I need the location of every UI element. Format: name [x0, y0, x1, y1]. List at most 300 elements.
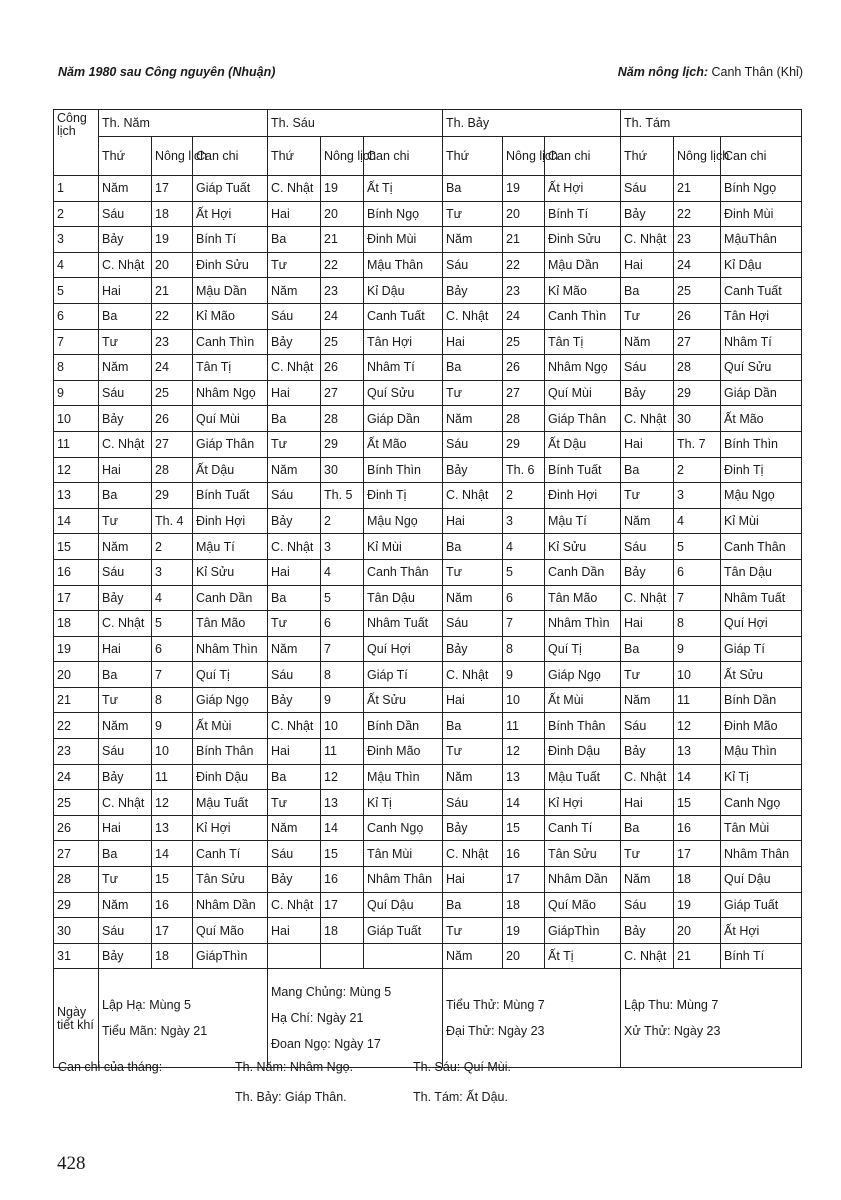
gregorian-day-cell: 28 — [54, 867, 99, 893]
lunar-date-cell: 15 — [152, 867, 193, 893]
weekday-cell: C. Nhật — [443, 303, 503, 329]
weekday-cell: Sáu — [99, 201, 152, 227]
canchi-cell: Bính Ngọ — [364, 201, 443, 227]
lunar-date-cell: 24 — [152, 355, 193, 381]
weekday-cell: Ba — [99, 303, 152, 329]
gregorian-day-cell: 24 — [54, 764, 99, 790]
table-row — [54, 918, 802, 944]
lunar-date-cell: 14 — [674, 764, 721, 790]
table-row — [54, 687, 802, 713]
canchi-cell: Ất Dậu — [545, 431, 621, 457]
table-row — [54, 201, 802, 227]
table-row — [54, 252, 802, 278]
weekday-cell: Tư — [99, 329, 152, 355]
lunar-date-cell: 18 — [321, 918, 364, 944]
table-row — [54, 585, 802, 611]
lunar-date-cell: 19 — [152, 227, 193, 253]
lunar-date-cell: 25 — [152, 380, 193, 406]
weekday-cell: Hai — [99, 278, 152, 304]
table-row — [54, 431, 802, 457]
gregorian-day-cell: 15 — [54, 534, 99, 560]
weekday-header: Thứ — [443, 137, 503, 176]
weekday-cell: Hai — [268, 918, 321, 944]
lunar-date-cell: 22 — [674, 201, 721, 227]
gregorian-day-cell: 1 — [54, 176, 99, 202]
lunar-date-cell: 4 — [152, 585, 193, 611]
lunar-date-cell: 15 — [503, 815, 545, 841]
canchi-cell: Ất Dậu — [193, 457, 268, 483]
canchi-cell: Canh Thân — [721, 534, 802, 560]
canchi-cell: MậuThân — [721, 227, 802, 253]
canchi-cell: Đinh Hợi — [193, 508, 268, 534]
canchi-cell: Canh Tí — [193, 841, 268, 867]
lunar-date-cell: 25 — [321, 329, 364, 355]
weekday-cell: Sáu — [443, 431, 503, 457]
lunar-date-cell: 17 — [152, 176, 193, 202]
weekday-cell: Tư — [268, 431, 321, 457]
lunar-date-cell: Th. 4 — [152, 508, 193, 534]
canchi-cell: Đinh Dậu — [545, 739, 621, 765]
weekday-cell: Ba — [268, 406, 321, 432]
lunar-date-cell — [321, 943, 364, 969]
lunar-date-cell: 10 — [152, 739, 193, 765]
lunar-date-cell: 21 — [152, 278, 193, 304]
gregorian-day-cell: 26 — [54, 815, 99, 841]
canchi-cell: Canh Tuất — [364, 303, 443, 329]
table-row — [54, 943, 802, 969]
canchi-cell: Canh Thìn — [193, 329, 268, 355]
lunar-date-cell: 24 — [321, 303, 364, 329]
month-canchi-item: Th. Năm: Nhâm Ngọ. — [235, 1060, 354, 1074]
weekday-cell: Ba — [443, 892, 503, 918]
lunar-date-cell: 11 — [503, 713, 545, 739]
canchi-cell: Canh Ngọ — [721, 790, 802, 816]
weekday-cell: Tư — [268, 252, 321, 278]
canchi-cell: Canh Thân — [364, 559, 443, 585]
weekday-cell: Hai — [443, 867, 503, 893]
weekday-cell: Năm — [443, 406, 503, 432]
weekday-cell: Ba — [621, 815, 674, 841]
canchi-cell: Ất Mùi — [545, 687, 621, 713]
lunar-date-cell: 28 — [674, 355, 721, 381]
canchi-cell: Bính Thìn — [364, 457, 443, 483]
canchi-cell: Mậu Thìn — [364, 764, 443, 790]
lunar-date-cell: 8 — [503, 636, 545, 662]
canchi-cell: Tân Mùi — [721, 815, 802, 841]
canchi-cell: Nhâm Thân — [721, 841, 802, 867]
canchi-cell: Kỉ Mùi — [721, 508, 802, 534]
lunar-date-cell: 5 — [152, 611, 193, 637]
canchi-cell: Ất Tị — [364, 176, 443, 202]
lunar-date-cell: 19 — [503, 918, 545, 944]
lunar-date-cell: 22 — [321, 252, 364, 278]
lunar-date-header: Nông lịch — [152, 137, 193, 176]
solar-terms-month6 — [268, 969, 443, 1068]
canchi-cell: Mậu Thìn — [721, 739, 802, 765]
lunar-date-cell: 2 — [674, 457, 721, 483]
weekday-cell: Hai — [621, 790, 674, 816]
weekday-cell: Năm — [443, 943, 503, 969]
canchi-cell: Kỉ Hợi — [545, 790, 621, 816]
table-row — [54, 764, 802, 790]
weekday-cell: Bảy — [443, 636, 503, 662]
canchi-cell: Kỉ Hợi — [193, 815, 268, 841]
weekday-cell: Sáu — [268, 662, 321, 688]
lunar-date-cell: 20 — [321, 201, 364, 227]
canchi-cell: Quí Tị — [545, 636, 621, 662]
solar-terms-label: Ngày tiết khí — [54, 969, 99, 1068]
solar-term: Tiểu Thử: Mùng 7 — [446, 998, 545, 1013]
lunar-date-cell: 13 — [674, 739, 721, 765]
canchi-cell: Kỉ Mão — [545, 278, 621, 304]
month-header: Th. Bảy — [443, 110, 621, 137]
lunar-date-cell: 22 — [152, 303, 193, 329]
weekday-cell: C. Nhật — [268, 355, 321, 381]
canchi-cell: Đinh Sửu — [193, 252, 268, 278]
weekday-cell: C. Nhật — [443, 483, 503, 509]
table-row — [54, 303, 802, 329]
lunar-date-cell: 17 — [152, 918, 193, 944]
table-row — [54, 636, 802, 662]
weekday-cell: Ba — [621, 636, 674, 662]
weekday-cell: C. Nhật — [268, 176, 321, 202]
lunar-date-cell: 16 — [674, 815, 721, 841]
canchi-cell: Giáp Tí — [364, 662, 443, 688]
canchi-header: Can chi — [364, 137, 443, 176]
weekday-cell: Tư — [99, 687, 152, 713]
canchi-cell: Bính Ngọ — [721, 176, 802, 202]
weekday-cell: Tư — [621, 483, 674, 509]
canchi-cell: Kỉ Tị — [364, 790, 443, 816]
weekday-cell: C. Nhật — [621, 406, 674, 432]
canchi-cell: Tân Hợi — [721, 303, 802, 329]
gregorian-day-cell: 2 — [54, 201, 99, 227]
canchi-cell: Đinh Tị — [721, 457, 802, 483]
gregorian-day-cell: 27 — [54, 841, 99, 867]
lunar-date-cell: 6 — [503, 585, 545, 611]
lunar-date-cell: 13 — [321, 790, 364, 816]
canchi-cell: Đinh Mão — [364, 739, 443, 765]
weekday-cell: Năm — [99, 355, 152, 381]
canchi-cell: Tân Tị — [193, 355, 268, 381]
solar-term: Lập Thu: Mùng 7 — [624, 998, 719, 1013]
weekday-cell: Bảy — [268, 508, 321, 534]
gregorian-day-cell: 22 — [54, 713, 99, 739]
weekday-cell: C. Nhật — [268, 713, 321, 739]
weekday-cell — [268, 943, 321, 969]
weekday-cell: Ba — [268, 227, 321, 253]
lunar-date-cell: Th. 7 — [674, 431, 721, 457]
weekday-cell: Tư — [99, 867, 152, 893]
lunar-date-cell: 5 — [503, 559, 545, 585]
canchi-cell: Ất Sửu — [721, 662, 802, 688]
month-canchi-item: Th. Bảy: Giáp Thân. — [235, 1090, 347, 1104]
lunar-date-cell: 29 — [503, 431, 545, 457]
lunar-date-cell: 29 — [152, 483, 193, 509]
weekday-cell: Ba — [443, 534, 503, 560]
month-header: Th. Năm — [99, 110, 268, 137]
weekday-cell: Ba — [621, 278, 674, 304]
lunar-date-cell: 28 — [152, 457, 193, 483]
canchi-cell: Nhâm Thìn — [545, 611, 621, 637]
canchi-cell: Đinh Dậu — [193, 764, 268, 790]
canchi-cell: Giáp Dần — [364, 406, 443, 432]
lunar-date-cell: 4 — [674, 508, 721, 534]
canchi-cell: Đinh Mùi — [364, 227, 443, 253]
lunar-date-cell: 23 — [503, 278, 545, 304]
month-canchi-section — [58, 1060, 798, 1120]
gregorian-day-cell: 25 — [54, 790, 99, 816]
canchi-header: Can chi — [721, 137, 802, 176]
lunar-date-cell: 30 — [321, 457, 364, 483]
weekday-cell: Ba — [443, 176, 503, 202]
weekday-cell: Tư — [443, 739, 503, 765]
weekday-cell: Hai — [621, 431, 674, 457]
weekday-cell: Ba — [268, 585, 321, 611]
canchi-cell: Tân Mão — [193, 611, 268, 637]
table-row — [54, 483, 802, 509]
lunar-date-cell: 29 — [674, 380, 721, 406]
lunar-date-cell: 16 — [503, 841, 545, 867]
weekday-cell: Sáu — [443, 611, 503, 637]
canchi-cell: Đinh Hợi — [545, 483, 621, 509]
lunar-year-value: Canh Thân (Khỉ) — [711, 65, 803, 79]
gregorian-day-cell: 7 — [54, 329, 99, 355]
weekday-header: Thứ — [99, 137, 152, 176]
canchi-cell: Mậu Tuất — [545, 764, 621, 790]
solar-terms-month5 — [99, 969, 268, 1068]
lunar-date-cell: 16 — [321, 867, 364, 893]
weekday-cell: Bảy — [621, 380, 674, 406]
lunar-date-cell: 21 — [321, 227, 364, 253]
weekday-cell: Tư — [621, 303, 674, 329]
weekday-cell: Tư — [443, 380, 503, 406]
weekday-cell: Năm — [621, 508, 674, 534]
canchi-cell: Bính Dần — [364, 713, 443, 739]
weekday-cell: Bảy — [443, 278, 503, 304]
weekday-cell: C. Nhật — [268, 534, 321, 560]
weekday-cell: Tư — [268, 790, 321, 816]
table-row — [54, 611, 802, 637]
weekday-cell: Bảy — [99, 406, 152, 432]
page-number: 428 — [57, 1153, 86, 1174]
lunar-date-cell: Th. 6 — [503, 457, 545, 483]
canchi-cell: Kỉ Dậu — [364, 278, 443, 304]
canchi-cell: Giáp Thân — [545, 406, 621, 432]
weekday-cell: Năm — [99, 176, 152, 202]
lunar-date-cell: 14 — [152, 841, 193, 867]
lunar-date-cell: 14 — [321, 815, 364, 841]
lunar-date-cell: 20 — [674, 918, 721, 944]
gregorian-year-title: Năm 1980 sau Công nguyên (Nhuận) — [58, 65, 276, 79]
canchi-cell: Ất Hợi — [193, 201, 268, 227]
canchi-cell: Giáp Tuất — [721, 892, 802, 918]
lunar-date-cell: 30 — [674, 406, 721, 432]
weekday-cell: Bảy — [268, 867, 321, 893]
canchi-cell: Quí Mão — [193, 918, 268, 944]
sub-header-row — [54, 137, 802, 176]
canchi-cell: Ất Mùi — [193, 713, 268, 739]
month-canchi-row — [58, 1060, 798, 1090]
lunar-date-cell: 23 — [152, 329, 193, 355]
weekday-cell: Bảy — [99, 943, 152, 969]
weekday-cell: Sáu — [99, 380, 152, 406]
weekday-cell: Hai — [99, 815, 152, 841]
canchi-cell: Tân Dậu — [364, 585, 443, 611]
weekday-cell: C. Nhật — [621, 764, 674, 790]
lunar-date-cell: 28 — [503, 406, 545, 432]
lunar-date-cell: 24 — [503, 303, 545, 329]
weekday-cell: Năm — [268, 636, 321, 662]
weekday-cell: Năm — [621, 687, 674, 713]
gregorian-day-cell: 23 — [54, 739, 99, 765]
weekday-cell: Hai — [268, 201, 321, 227]
weekday-cell: Ba — [99, 662, 152, 688]
canchi-cell: Đinh Tị — [364, 483, 443, 509]
table-row — [54, 457, 802, 483]
weekday-cell: Hai — [443, 687, 503, 713]
month-canchi-row — [58, 1090, 798, 1120]
canchi-cell: Ất Hợi — [721, 918, 802, 944]
lunar-date-cell: 15 — [674, 790, 721, 816]
weekday-cell: Bảy — [268, 687, 321, 713]
gregorian-day-cell: 16 — [54, 559, 99, 585]
canchi-cell: Bính Dần — [721, 687, 802, 713]
lunar-date-cell: 15 — [321, 841, 364, 867]
lunar-date-cell: 18 — [503, 892, 545, 918]
canchi-cell: Quí Mùi — [193, 406, 268, 432]
canchi-cell: Quí Dậu — [364, 892, 443, 918]
lunar-date-cell: 23 — [674, 227, 721, 253]
lunar-date-header: Nông lịch — [503, 137, 545, 176]
gregorian-day-cell: 12 — [54, 457, 99, 483]
lunar-date-cell: 12 — [674, 713, 721, 739]
gregorian-day-cell: 3 — [54, 227, 99, 253]
solar-term: Mang Chủng: Mùng 5 — [271, 985, 392, 1000]
canchi-cell: Canh Ngọ — [364, 815, 443, 841]
month-header: Th. Sáu — [268, 110, 443, 137]
canchi-cell: Mậu Thân — [364, 252, 443, 278]
month-canchi-item: Th. Sáu: Quí Mùi. — [413, 1060, 511, 1074]
gregorian-day-cell: 17 — [54, 585, 99, 611]
canchi-cell: Giáp Tí — [721, 636, 802, 662]
weekday-header: Thứ — [268, 137, 321, 176]
lunar-date-cell: 21 — [503, 227, 545, 253]
weekday-cell: Năm — [99, 713, 152, 739]
lunar-date-cell: 3 — [321, 534, 364, 560]
solar-term: Lập Hạ: Mùng 5 — [102, 998, 191, 1013]
weekday-cell: Tư — [621, 662, 674, 688]
canchi-cell: Tân Dậu — [721, 559, 802, 585]
month-header-row — [54, 110, 802, 137]
gregorian-day-cell: 13 — [54, 483, 99, 509]
lunar-date-cell: 12 — [503, 739, 545, 765]
lunar-date-cell: 19 — [321, 176, 364, 202]
canchi-cell: Quí Tị — [193, 662, 268, 688]
weekday-cell: Hai — [621, 252, 674, 278]
gregorian-day-cell: 19 — [54, 636, 99, 662]
lunar-date-cell: 25 — [674, 278, 721, 304]
canchi-cell: Ất Tị — [545, 943, 621, 969]
canchi-cell: Nhâm Thìn — [193, 636, 268, 662]
canchi-cell: Mậu Ngọ — [721, 483, 802, 509]
weekday-cell: Sáu — [621, 713, 674, 739]
lunar-date-cell: 8 — [152, 687, 193, 713]
solar-terms-row — [54, 969, 802, 1068]
weekday-cell: Ba — [443, 355, 503, 381]
canchi-cell: Mậu Ngọ — [364, 508, 443, 534]
solar-term: Đại Thử: Ngày 23 — [446, 1024, 545, 1039]
solar-term: Hạ Chí: Ngày 21 — [271, 1011, 364, 1026]
canchi-cell — [364, 943, 443, 969]
canchi-cell: Ất Mão — [721, 406, 802, 432]
canchi-cell: Canh Tí — [545, 815, 621, 841]
gregorian-day-cell: 18 — [54, 611, 99, 637]
calendar-body — [54, 176, 802, 969]
weekday-cell: C. Nhật — [621, 585, 674, 611]
lunar-date-cell: 7 — [321, 636, 364, 662]
canchi-cell: Quí Mùi — [545, 380, 621, 406]
weekday-cell: Sáu — [268, 841, 321, 867]
canchi-cell: Kỉ Tị — [721, 764, 802, 790]
canchi-cell: Nhâm Dần — [545, 867, 621, 893]
lunar-date-cell: 20 — [503, 201, 545, 227]
canchi-cell: Giáp Thân — [193, 431, 268, 457]
lunar-date-cell: 27 — [503, 380, 545, 406]
lunar-date-cell: 6 — [321, 611, 364, 637]
gregorian-day-cell: 31 — [54, 943, 99, 969]
weekday-cell: Hai — [443, 329, 503, 355]
lunar-year-label: Năm nông lịch: — [617, 65, 709, 79]
lunar-date-cell: 25 — [503, 329, 545, 355]
gregorian-day-cell: 11 — [54, 431, 99, 457]
lunar-date-cell: 6 — [674, 559, 721, 585]
lunar-date-header: Nông lịch — [321, 137, 364, 176]
lunar-date-cell: 4 — [503, 534, 545, 560]
table-row — [54, 892, 802, 918]
lunar-date-cell: 24 — [674, 252, 721, 278]
weekday-cell: Sáu — [99, 559, 152, 585]
canchi-header: Can chi — [193, 137, 268, 176]
weekday-cell: Bảy — [99, 764, 152, 790]
weekday-cell: Ba — [99, 483, 152, 509]
canchi-cell: Bính Thìn — [721, 431, 802, 457]
weekday-cell: Sáu — [621, 176, 674, 202]
weekday-cell: Bảy — [621, 201, 674, 227]
gregorian-day-cell: 8 — [54, 355, 99, 381]
canchi-cell: Canh Dần — [545, 559, 621, 585]
weekday-cell: Sáu — [443, 790, 503, 816]
table-row — [54, 278, 802, 304]
lunar-date-cell: 10 — [503, 687, 545, 713]
canchi-cell: GiápThìn — [545, 918, 621, 944]
lunar-date-cell: 26 — [321, 355, 364, 381]
weekday-cell: Bảy — [621, 739, 674, 765]
weekday-cell: Sáu — [268, 303, 321, 329]
lunar-date-cell: 19 — [503, 176, 545, 202]
lunar-date-cell: 3 — [674, 483, 721, 509]
canchi-cell: Kỉ Dậu — [721, 252, 802, 278]
canchi-cell: Giáp Tuất — [364, 918, 443, 944]
weekday-cell: C. Nhật — [99, 252, 152, 278]
month-canchi-label: Can chi của tháng: — [58, 1060, 163, 1074]
lunar-date-cell: 20 — [152, 252, 193, 278]
table-row — [54, 841, 802, 867]
canchi-cell: Tân Mão — [545, 585, 621, 611]
weekday-cell: Năm — [443, 585, 503, 611]
weekday-cell: Năm — [268, 278, 321, 304]
lunar-date-cell: 18 — [152, 201, 193, 227]
